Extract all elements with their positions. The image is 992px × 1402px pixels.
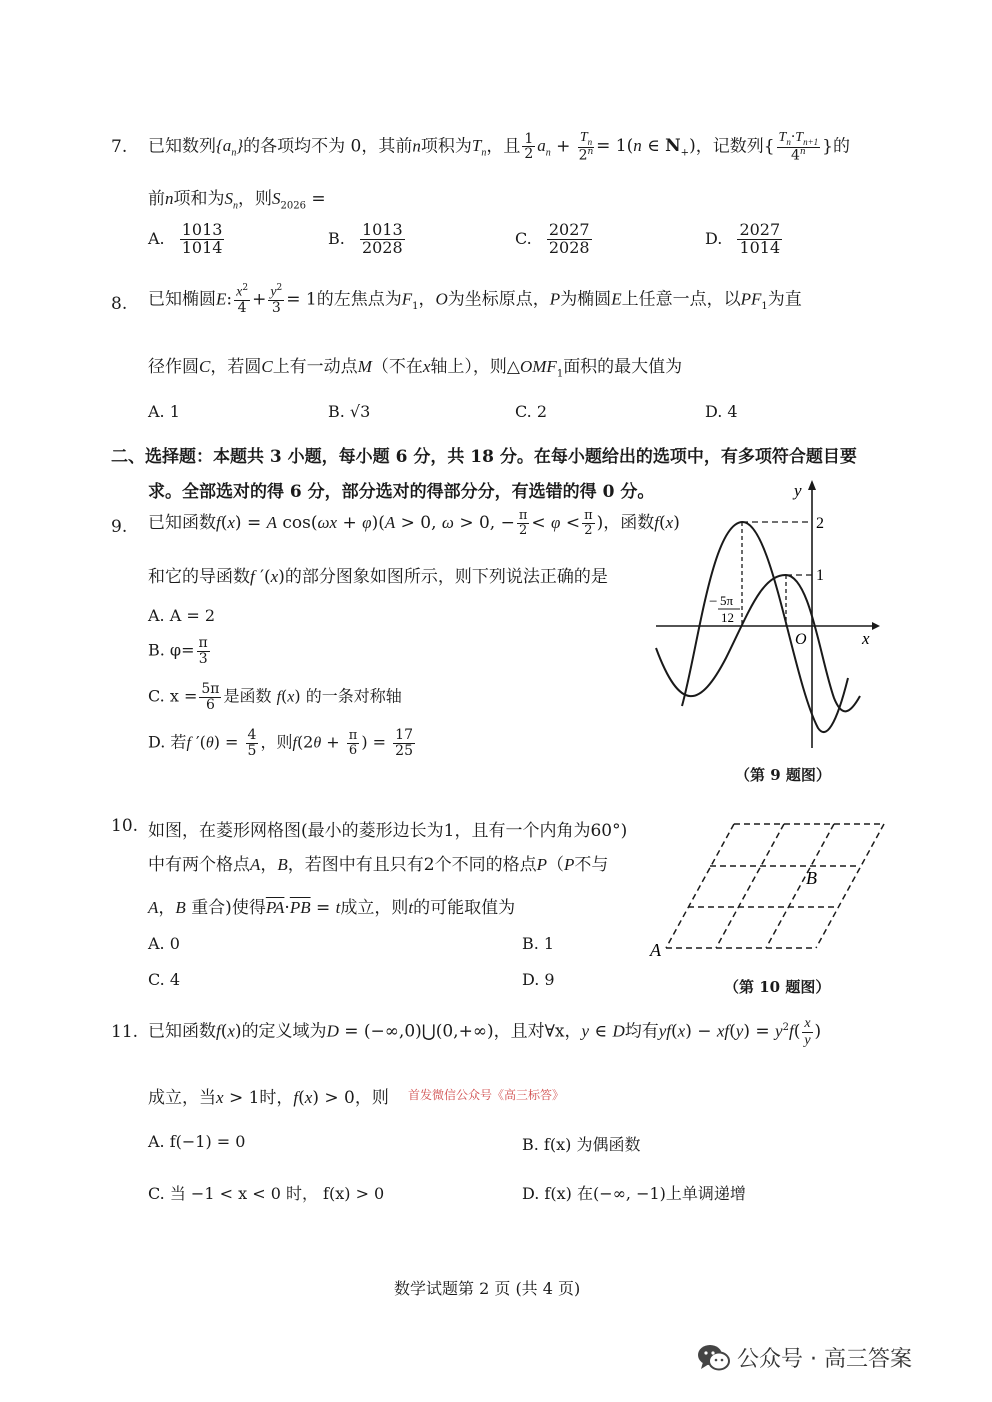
wechat-badge [697,1342,912,1373]
wechat-icon [697,1343,731,1373]
y-axis-arrow [808,480,816,490]
q9-caption: （第 9 题图） [735,766,831,784]
x-axis-arrow [872,622,880,630]
q9-stem-line2: 和它的导函数f ′(x)的部分图象如图所示，则下列说法正确的是 [148,567,608,587]
q7-option-b[interactable]: B. $\frac{1013}{2028}$ [328,220,403,257]
tick-x-sign: − [709,594,718,610]
page-footer: 数学试题第 2 页 (共 4 页) [394,1279,581,1298]
q8-option-a[interactable]: A. 1 [148,402,180,421]
q8-stem-line1: 已知椭圆E: $\frac{x^2}{4}$ + $\frac{y^2}{3}$ = 1的左焦点为$F_1$，O为坐标原点，P为椭圆E上任意一点，以$PF_1$为直 [148,283,802,317]
q10-caption: （第 10 题图） [724,978,831,996]
q10-stem-line2: 中有两个格点A，B，若图中有且只有2个不同的格点P（P不与 [148,855,609,875]
q7-stem-line2: 前n项和为$S_n$，则$S_{2026}$ = [148,189,326,212]
q9-number: 9. [111,517,128,537]
q7-option-c[interactable]: C. $\frac{2027}{2028}$ [515,220,590,257]
q11-number: 11. [111,1022,139,1042]
q7-number: 7. [111,137,128,157]
q8-number: 8. [111,294,128,314]
q9-option-d[interactable]: D. 若f ′(θ) = $\frac{4}{5}$ ，则f(2θ + $\frac{\pi}{6}$ ) = $\frac{17}{25}$ [148,727,413,759]
q8-option-c[interactable]: C. 2 [515,402,548,421]
q11-option-d[interactable]: D. f(x) 在(−∞, −1)上单调递增 [522,1184,746,1203]
tick-label-1: 1 [816,567,824,584]
q9-option-b[interactable]: B. φ= $\frac{\pi}{3}$ [148,635,208,667]
red-watermark-text: 首发微信公众号《高三标答》 [408,1088,565,1102]
q9-stem-line1: 已知函数f(x) = A cos(ωx + φ)(A > 0, ω > 0, − $\frac{\pi}{2}$ < φ < $\frac{\pi}{2}$ )，函数f(x) [148,508,680,538]
q10-option-b[interactable]: B. 1 [522,934,555,953]
q7-stem-line1: 已知数列$\{a_n\}$的各项均不为 0，其前n项积为$T_n$，且 $\frac{1}{2}$ $a_n$ + $\frac{T_n}{2^n}$ = 1(n ∈ $N_+$)，记数列{ $\frac{T_n\cdot T_{n+1}}{4^n}$ }的 [148,129,850,164]
curve-f [682,522,848,732]
grid-col-1 [716,824,784,948]
q10-number: 10. [111,816,139,836]
grid-col-3 [816,824,884,948]
q10-option-a[interactable]: A. 0 [148,934,180,953]
q11-stem-line1: 已知函数f(x)的定义域为D = (−∞,0)⋃(0,+∞)，且对∀x，y ∈ D均有$yf(x) - xf(y) = y^2f$( $\frac{x}{y}$ ) [148,1016,822,1048]
y-axis-label: y [794,481,802,500]
q11-option-a[interactable]: A. f(−1) = 0 [148,1132,246,1151]
grid-col-2 [766,824,834,948]
q8-option-d[interactable]: D. 4 [705,402,738,421]
section2-heading-line1: 二、选择题：本题共 3 小题，每小题 6 分，共 18 分。在每小题给出的选项中，有多项符合题目要 [111,447,857,467]
x-axis-label: x [862,629,870,648]
q11-option-c[interactable]: C. 当 −1 < x < 0 时， f(x) > 0 [148,1184,385,1203]
q7-option-d[interactable]: D. $\frac{2027}{1014}$ [705,220,781,257]
q9-option-a[interactable]: A. A = 2 [148,606,216,625]
point-a-label: A [650,940,661,960]
q10-stem-line3: A，B 重合)使得$\overline{PA}\cdot\overline{PB} = t$成立，则t的可能取值为 [148,898,516,918]
origin-label: O [795,631,807,648]
q10-option-c[interactable]: C. 4 [148,970,181,989]
q9-graph [650,478,882,758]
q11-stem-line2: 成立，当x > 1时，f(x) > 0，则 [148,1088,389,1108]
q9-option-c[interactable]: C. x = $\frac{5\pi}{6}$ 是函数 f(x) 的一条对称轴 [148,681,402,713]
q8-stem-line2: 径作圆C，若圆C上有一动点M（不在x轴上），则$\triangle OMF_1$面积的最大值为 [148,357,683,380]
q10-stem-line1: 如图，在菱形网格图(最小的菱形边长为1，且有一个内角为60°) [148,821,628,841]
q10-option-d[interactable]: D. 9 [522,970,555,989]
wechat-label: 公众号 · 高三答案 [737,1347,912,1372]
grid-col-0 [666,824,734,948]
point-b-label: B [806,868,817,888]
q7-option-a[interactable]: A. $\frac{1013}{1014}$ [148,220,223,257]
tick-label-2: 2 [816,515,824,532]
tick-x-num: 5π [720,593,734,608]
section2-heading-line2: 求。全部选对的得 6 分，部分选对的得部分分，有选错的得 0 分。 [148,482,655,502]
q10-grid-figure [648,816,888,964]
q11-option-b[interactable]: B. f(x) 为偶函数 [522,1135,641,1154]
tick-x-den: 12 [721,610,734,625]
q8-option-b[interactable]: B. √3 [328,402,371,421]
